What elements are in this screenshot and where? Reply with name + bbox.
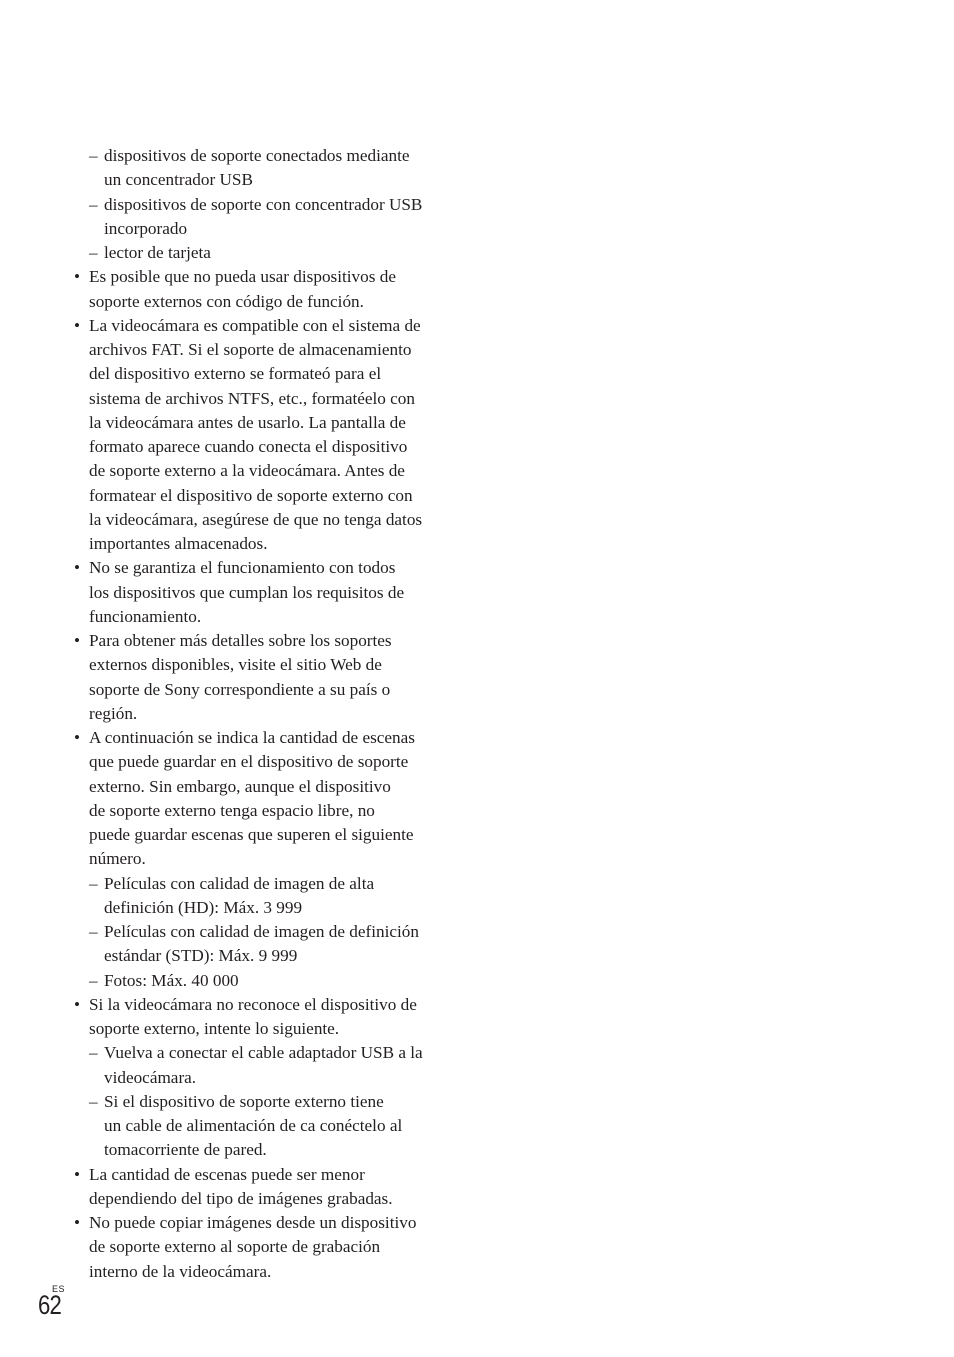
sub-item xyxy=(74,872,454,921)
sub-item-line xyxy=(74,944,454,968)
bullet-item-line xyxy=(74,775,454,799)
sub-item-first-line xyxy=(74,1090,454,1114)
sub-item-first-line xyxy=(74,1041,454,1065)
text-line: incorporado xyxy=(104,218,188,238)
bullet-marker: • xyxy=(74,994,81,1014)
text-line: los dispositivos que cumplan los requisitos de xyxy=(89,582,405,602)
text-line: importantes almacenados. xyxy=(89,534,268,553)
dash-marker: – xyxy=(89,1091,98,1111)
bullet-item xyxy=(74,1211,454,1284)
text-line: dispositivos de soporte con concentrador USB xyxy=(104,194,423,214)
bullet-item-first-line xyxy=(74,314,454,338)
text-line: Películas con calidad de imagen de definición xyxy=(104,922,419,941)
text-line: de soporte externo tenga espacio libre, no xyxy=(89,800,375,820)
text-line: Vuelva a conectar el cable adaptador USB a la xyxy=(104,1043,423,1063)
sub-item-line xyxy=(74,1114,454,1138)
bullet-item xyxy=(74,556,454,629)
text-line: un concentrador USB xyxy=(104,170,253,190)
text-line: No puede copiar imágenes desde un dispositivo xyxy=(89,1213,417,1232)
text-line: la videocámara antes de usarlo. La pantalla de xyxy=(89,412,406,432)
page-language-code: ES xyxy=(52,1284,66,1294)
bullet-item-line xyxy=(74,484,454,508)
dash-marker: – xyxy=(89,1043,98,1063)
text-line: que puede guardar en el dispositivo de soporte xyxy=(89,752,409,772)
bullet-marker: • xyxy=(74,558,81,578)
sub-item xyxy=(74,1041,454,1090)
text-line: La videocámara es compatible con el sistema de xyxy=(89,315,421,335)
bullet-item-line xyxy=(74,1260,454,1284)
text-line: La cantidad de escenas puede ser menor xyxy=(89,1164,365,1184)
bullet-item-line xyxy=(74,653,454,677)
bullet-item xyxy=(74,629,454,726)
bullet-item-line xyxy=(74,799,454,823)
bullet-item-first-line xyxy=(74,1163,454,1187)
sub-item xyxy=(74,241,454,265)
dash-marker: – xyxy=(89,922,98,941)
bullet-item-line xyxy=(74,581,454,605)
text-line: soporte externos con código de función. xyxy=(89,291,364,311)
bullet-item-line xyxy=(74,508,454,532)
bullet-item-line xyxy=(74,1017,454,1041)
bullet-item xyxy=(74,993,454,1042)
bullet-item-first-line xyxy=(74,726,454,750)
bullet-item-line xyxy=(74,435,454,459)
sub-item-first-line xyxy=(74,872,454,896)
sub-item-line xyxy=(74,896,454,920)
bullet-item-line xyxy=(74,387,454,411)
sub-item-first-line xyxy=(74,144,454,168)
bullet-item-line xyxy=(74,532,454,556)
bullet-item-line xyxy=(74,459,454,483)
dash-marker: – xyxy=(89,873,98,893)
text-line: dispositivos de soporte conectados mediante xyxy=(104,146,410,165)
bullet-item-line xyxy=(74,290,454,314)
text-line: puede guardar escenas que superen el siguiente xyxy=(89,825,414,844)
body-text xyxy=(74,144,454,1284)
bullet-item xyxy=(74,1163,454,1212)
sub-item-first-line xyxy=(74,920,454,944)
text-line: tomacorriente de pared. xyxy=(104,1140,267,1160)
bullet-item-line xyxy=(74,1187,454,1211)
text-line: soporte de Sony correspondiente a su país o xyxy=(89,679,391,699)
sub-item xyxy=(74,1090,454,1163)
bullet-item-first-line xyxy=(74,265,454,289)
bullet-marker: • xyxy=(74,315,81,335)
bullet-marker: • xyxy=(74,631,81,650)
sub-item-line xyxy=(74,1138,454,1162)
bullet-item-first-line xyxy=(74,1211,454,1235)
text-line: externo. Sin embargo, aunque el dispositivo xyxy=(89,776,391,796)
text-line: No se garantiza el funcionamiento con todos xyxy=(89,558,396,578)
text-line: formato aparece cuando conecta el dispositivo xyxy=(89,437,408,456)
text-line: número. xyxy=(89,849,146,869)
sub-item xyxy=(74,920,454,969)
text-line: Películas con calidad de imagen de alta xyxy=(104,873,375,893)
text-line: interno de la videocámara. xyxy=(89,1261,272,1281)
bullet-marker: • xyxy=(74,267,81,287)
text-line: Es posible que no pueda usar dispositivos de xyxy=(89,267,396,287)
text-line: A continuación se indica la cantidad de escenas xyxy=(89,728,415,747)
bullet-marker: • xyxy=(74,728,81,747)
text-line: externos disponibles, visite el sitio Web de xyxy=(89,655,382,675)
text-line: Si la videocámara no reconoce el dispositivo de xyxy=(89,994,417,1014)
text-line: formatear el dispositivo de soporte externo con xyxy=(89,485,413,505)
text-line: de soporte externo a la videocámara. Antes de xyxy=(89,461,405,481)
text-line: sistema de archivos NTFS, etc., formatéelo con xyxy=(89,388,415,408)
sub-item-first-line xyxy=(74,969,454,993)
bullet-item-line xyxy=(74,678,454,702)
bullet-item-line xyxy=(74,411,454,435)
sub-item-line xyxy=(74,168,454,192)
sub-item-first-line xyxy=(74,241,454,265)
dash-marker: – xyxy=(89,146,98,165)
text-line: región. xyxy=(89,703,138,723)
text-line: definición (HD): Máx. 3 999 xyxy=(104,897,303,917)
text-line: soporte externo, intente lo siguiente. xyxy=(89,1019,340,1038)
bullet-item-line xyxy=(74,1235,454,1259)
text-line: estándar (STD): Máx. 9 999 xyxy=(104,946,298,966)
text-line: videocámara. xyxy=(104,1067,197,1087)
text-line: la videocámara, asegúrese de que no tenga datos xyxy=(89,509,423,529)
text-line: funcionamiento. xyxy=(89,606,202,626)
text-line: un cable de alimentación de ca conéctelo al xyxy=(104,1116,403,1135)
bullet-item xyxy=(74,265,454,314)
bullet-marker: • xyxy=(74,1164,81,1184)
text-line: de soporte externo al soporte de grabación xyxy=(89,1237,381,1257)
bullet-item-line xyxy=(74,338,454,362)
text-line: archivos FAT. Si el soporte de almacenamiento xyxy=(89,340,412,359)
bullet-item-line xyxy=(74,605,454,629)
text-line: lector de tarjeta xyxy=(104,243,211,262)
bullet-item-line xyxy=(74,847,454,871)
dash-marker: – xyxy=(89,243,98,262)
bullet-item-first-line xyxy=(74,993,454,1017)
dash-marker: – xyxy=(89,970,98,990)
text-line: Si el dispositivo de soporte externo tiene xyxy=(104,1091,384,1111)
bullet-marker: • xyxy=(74,1213,81,1232)
bullet-item-line xyxy=(74,823,454,847)
sub-item-first-line xyxy=(74,193,454,217)
bullet-item-first-line xyxy=(74,556,454,580)
bullet-item-line xyxy=(74,362,454,386)
text-line: dependiendo del tipo de imágenes grabadas. xyxy=(89,1188,393,1208)
bullet-item-first-line xyxy=(74,629,454,653)
bullet-item xyxy=(74,726,454,872)
dash-marker: – xyxy=(89,194,98,214)
sub-item xyxy=(74,144,454,193)
bullet-item-line xyxy=(74,702,454,726)
page-number: 62 xyxy=(38,1290,61,1320)
bullet-item xyxy=(74,314,454,557)
sub-item-line xyxy=(74,217,454,241)
bullet-item-line xyxy=(74,750,454,774)
text-line: del dispositivo externo se formateó para el xyxy=(89,364,382,384)
text-line: Para obtener más detalles sobre los soportes xyxy=(89,631,392,650)
sub-item xyxy=(74,969,454,993)
sub-item-line xyxy=(74,1066,454,1090)
text-line: Fotos: Máx. 40 000 xyxy=(104,970,239,990)
sub-item xyxy=(74,193,454,242)
